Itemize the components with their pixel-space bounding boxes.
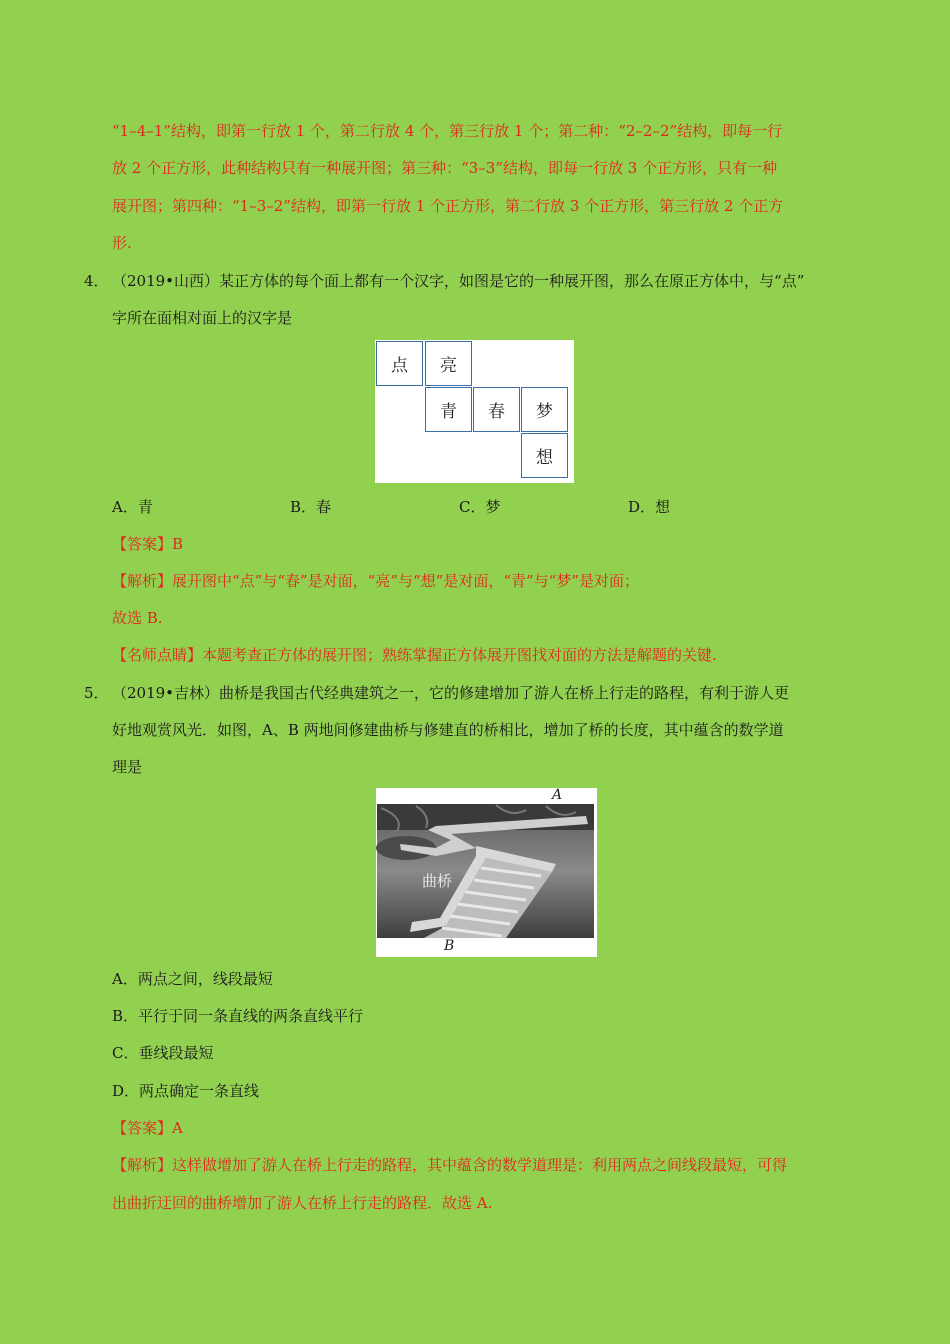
question-5-stem: 理是 (112, 758, 143, 776)
q4-option-c: C．梦 (459, 498, 501, 516)
cube-net-figure (375, 340, 574, 483)
q4-analysis-line: 故选 B. (112, 609, 163, 627)
q5-option-d: D．两点确定一条直线 (112, 1082, 260, 1100)
question-5-number: 5． (84, 684, 109, 702)
photo-point-b-label: B (444, 938, 455, 954)
q5-answer: 【答案】A (112, 1119, 183, 1137)
prev-explanation-line: 形. (112, 234, 132, 252)
q4-analysis-line: 【解析】展开图中“点”与“春”是对面，“亮”与“想”是对面，“青”与“梦”是对面； (112, 572, 640, 590)
q5-analysis-line: 【解析】这样做增加了游人在桥上行走的路程，其中蕴含的数学道理是：利用两点之间线段最短，可得 (112, 1156, 788, 1174)
net-cell: 梦 (521, 387, 568, 432)
q4-option-a: A．青 (112, 498, 153, 516)
question-4-stem: 字所在面相对面上的汉字是 (112, 309, 293, 327)
q4-option-d: D．想 (628, 498, 671, 516)
photo-bridge-label: 曲桥 (422, 872, 453, 890)
q5-option-b: B．平行于同一条直线的两条直线平行 (112, 1007, 364, 1025)
net-cell: 想 (521, 433, 568, 478)
q5-analysis-line: 出曲折迂回的曲桥增加了游人在桥上行走的路程．故选 A. (112, 1194, 493, 1212)
question-4-number: 4． (84, 272, 109, 290)
q4-option-b: B．春 (290, 498, 332, 516)
prev-explanation-line: 展开图；第四种：“1–3–2”结构，即第一行放 1 个正方形，第二行放 3 个正方形，第三行放 2 个正方 (112, 197, 784, 215)
question-5-stem: （2019•吉林）曲桥是我国古代经典建筑之一，它的修建增加了游人在桥上行走的路程，有利于游人更 (112, 684, 790, 702)
net-cell: 青 (425, 387, 472, 432)
q4-answer: 【答案】B (112, 535, 184, 553)
q5-option-a: A．两点之间，线段最短 (112, 970, 273, 988)
bridge-photo-image (376, 788, 597, 957)
q4-teacher-tip: 【名师点睛】本题考查正方体的展开图；熟练掌握正方体展开图找对面的方法是解题的关键. (112, 646, 717, 664)
net-cell: 春 (473, 387, 520, 432)
prev-explanation-line: “1–4–1”结构，即第一行放 1 个，第二行放 4 个，第三行放 1 个；第二种：“2–2–2”结构，即每一行 (112, 122, 783, 140)
q5-option-c: C．垂线段最短 (112, 1044, 214, 1062)
bridge-photo (376, 788, 597, 957)
net-cell: 点 (376, 341, 423, 386)
question-4-stem: （2019•山西）某正方体的每个面上都有一个汉字，如图是它的一种展开图，那么在原正方体中，与“点” (112, 272, 805, 290)
photo-point-a-label: A (552, 787, 563, 803)
question-5-stem: 好地观赏风光．如图，A、B 两地间修建曲桥与修建直的桥相比，增加了桥的长度，其中蕴含的数学道 (112, 721, 784, 739)
prev-explanation-line: 放 2 个正方形，此种结构只有一种展开图；第三种：“3–3”结构，即每一行放 3 个正方形，只有一种 (112, 159, 778, 177)
net-cell: 亮 (425, 341, 472, 386)
